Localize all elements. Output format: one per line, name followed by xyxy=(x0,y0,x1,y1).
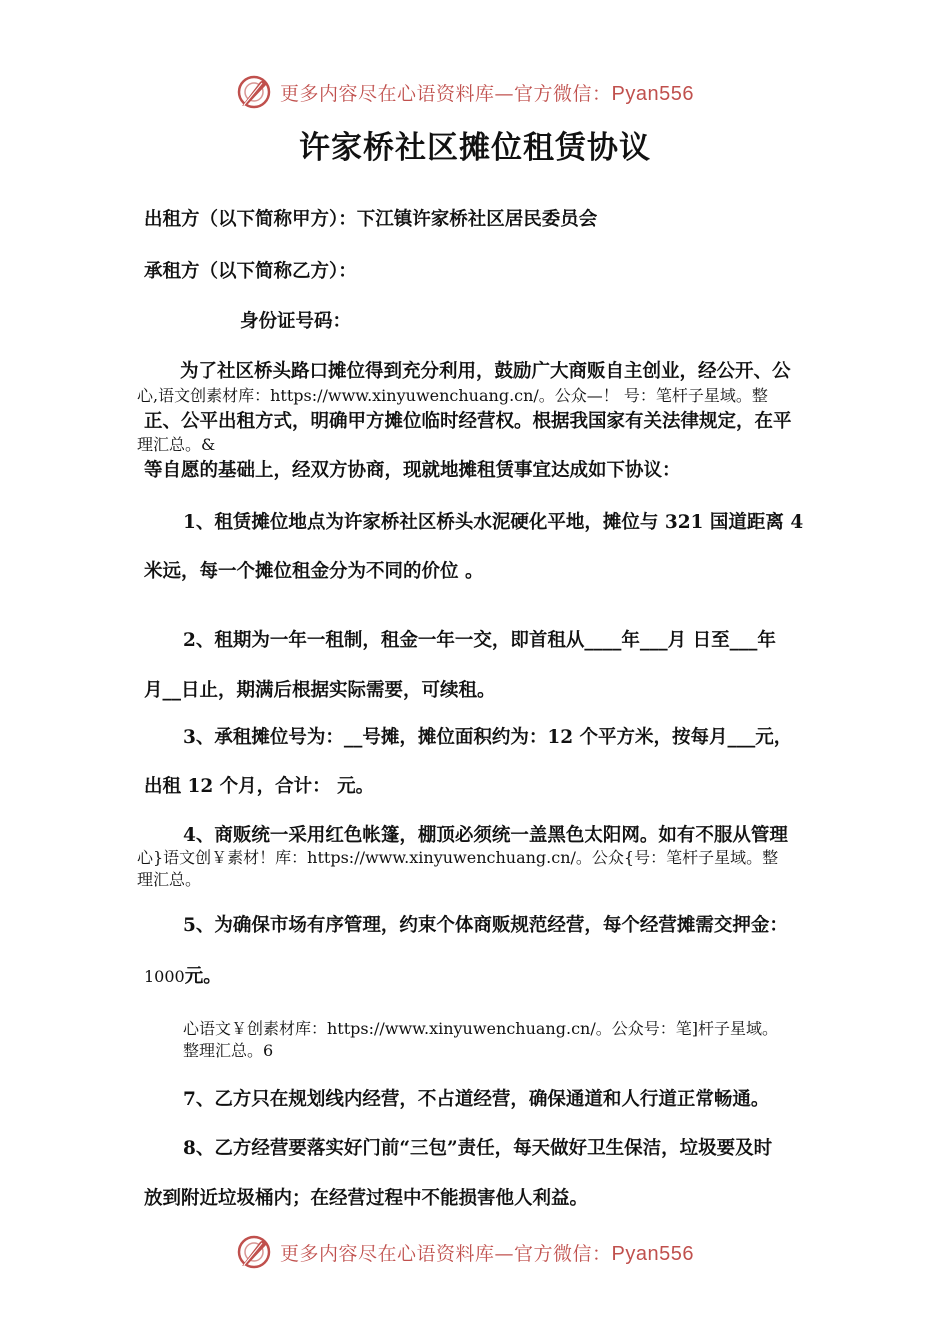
watermark-line: 理汇总。& xyxy=(137,435,216,454)
header-banner xyxy=(236,72,694,112)
watermark-line: 整理汇总。6 xyxy=(183,1041,274,1060)
clause-3-line-1: 3、承租摊位号为：__号摊，摊位面积约为：12 个平方米，按每月___元， xyxy=(183,727,793,748)
footer-banner-text: 更多内容尽在心语资料库—官方微信：Pyan556 xyxy=(280,1242,694,1265)
clause-1-line-1: 1、租赁摊位地点为许家桥社区桥头水泥硬化平地，摊位与 321 国道距离 4 xyxy=(183,512,804,533)
intro-line-3: 等自愿的基础上，经双方协商，现就地摊租赁事宜达成如下协议： xyxy=(144,460,681,481)
watermark-line: 理汇总。 xyxy=(137,870,202,889)
clause-2-line-1: 2、租期为一年一租制，租金一年一交，即首租从____年___月 日至___年 xyxy=(183,630,776,651)
watermark-line: 心语文￥创素材库：https://www.xinyuwenchuang.cn/。公众号：笔]杆子星域。 xyxy=(183,1019,778,1038)
quill-logo-icon xyxy=(236,1234,272,1270)
watermark-line: 心,语文创素材库：https://www.xinyuwenchuang.cn/。公众—！ 号：笔杆子星域。整 xyxy=(137,386,768,405)
clause-5-line-1: 5、为确保市场有序管理，约束个体商贩规范经营，每个经营摊需交押金： xyxy=(183,915,788,936)
clause-7-line-1: 7、乙方只在规划线内经营，不占道经营，确保通道和人行道正常畅通。 xyxy=(183,1089,770,1110)
intro-line-2: 正、公平出租方式，明确甲方摊位临时经营权。根据我国家有关法律规定，在平 xyxy=(144,411,792,432)
quill-logo-icon xyxy=(236,74,272,110)
lessee-line: 承租方（以下简称乙方）： xyxy=(144,261,357,282)
page-title: 许家桥社区摊位租赁协议 xyxy=(299,130,651,166)
clause-4-line-1: 4、商贩统一采用红色帐篷，棚顶必须统一盖黑色太阳网。如有不服从管理 xyxy=(183,825,788,846)
deposit-amount: 1000 xyxy=(144,967,185,986)
footer-banner-id: Pyan556 xyxy=(611,1242,694,1265)
clause-1-line-2: 米远，每一个摊位租金分为不同的价位 。 xyxy=(144,561,484,582)
lessor-line: 出租方（以下简称甲方）：下江镇许家桥社区居民委员会 xyxy=(144,209,598,230)
clause-8-line-1: 8、乙方经营要落实好门前“三包”责任，每天做好卫生保洁，垃圾要及时 xyxy=(183,1138,773,1159)
header-banner-text: 更多内容尽在心语资料库—官方微信：Pyan556 xyxy=(280,82,694,105)
header-banner-id: Pyan556 xyxy=(611,82,694,105)
footer-banner xyxy=(236,1232,694,1272)
watermark-line: 心}语文创￥素材！库：https://www.xinyuwenchuang.cn/。公众{号：笔杆子星域。整 xyxy=(137,848,779,867)
clause-8-line-2: 放到附近垃圾桶内；在经营过程中不能损害他人利益。 xyxy=(144,1188,589,1209)
clause-5-line-2 xyxy=(144,962,222,988)
deposit-unit: 元。 xyxy=(184,966,222,987)
intro-line-1: 为了社区桥头路口摊位得到充分利用，鼓励广大商贩自主创业，经公开、公 xyxy=(180,361,791,382)
id-number-line: 身份证号码： xyxy=(240,311,352,332)
clause-3-line-2: 出租 12 个月，合计： 元。 xyxy=(144,776,375,797)
clause-2-line-2: 月__日止，期满后根据实际需要，可续租。 xyxy=(144,680,496,701)
